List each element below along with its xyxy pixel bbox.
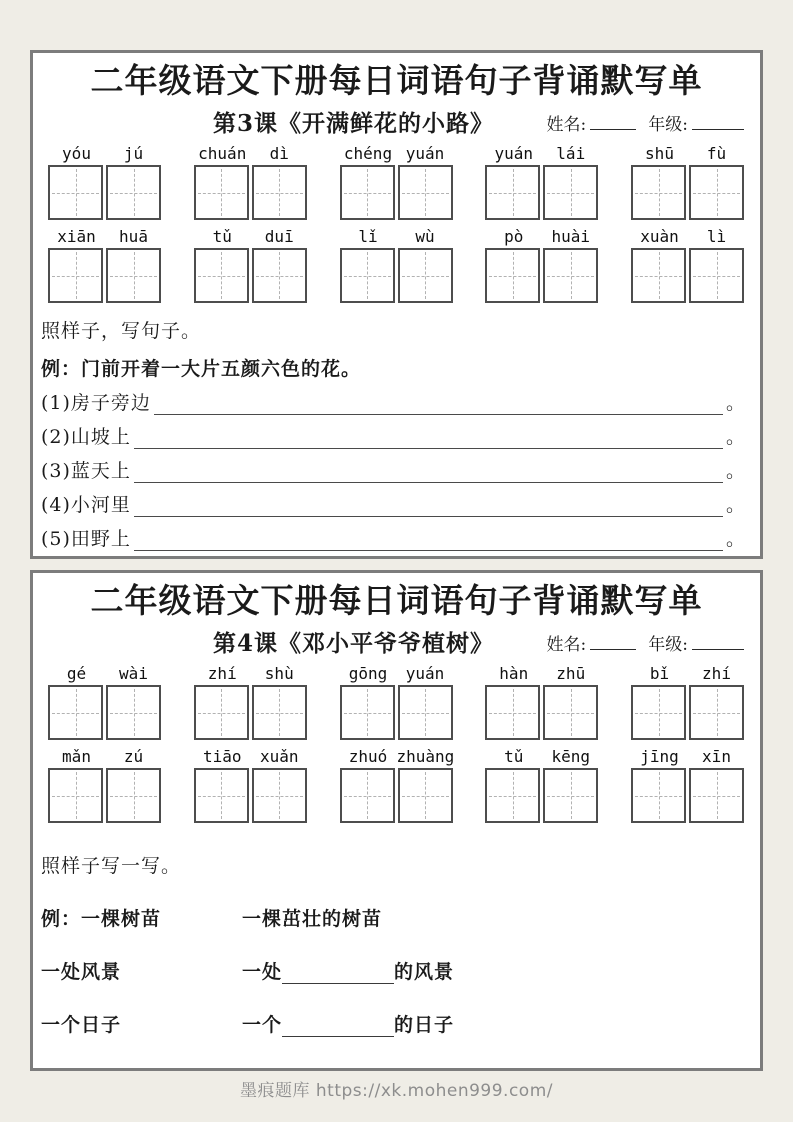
fill-line-blank	[134, 493, 723, 517]
name-label: 姓名:	[546, 635, 587, 655]
pinyin-pair	[340, 664, 454, 683]
pinyin-syllable: xuǎn	[259, 747, 299, 766]
pinyin-pair	[485, 664, 599, 683]
character-boxes	[631, 685, 745, 740]
tianzige-box	[485, 685, 540, 740]
lesson-subtitle: 第3课《开满鲜花的小路》	[212, 110, 494, 137]
pinyin-syllable: tiāo	[202, 747, 242, 766]
tianzige-box	[106, 685, 161, 740]
pinyin-syllable: xuàn	[640, 227, 679, 246]
exercise-instruction: 照样子写一写。	[41, 855, 182, 877]
character-boxes	[485, 685, 599, 740]
fill-line	[41, 392, 746, 415]
pinyin-syllable: lǐ	[358, 227, 378, 246]
fill-lines	[41, 392, 746, 551]
character-boxes	[48, 768, 162, 823]
pinyin-pair	[485, 747, 599, 766]
tianzige-box	[252, 768, 307, 823]
character-boxes	[485, 248, 599, 303]
tianzige-box	[689, 248, 744, 303]
worksheet-card	[30, 50, 763, 559]
pair-row	[41, 1010, 746, 1037]
word-row	[33, 227, 760, 303]
exercise	[33, 316, 760, 551]
tianzige-box	[398, 685, 453, 740]
fill-line-period: 。	[725, 528, 746, 550]
word-group	[48, 227, 162, 303]
fill-line	[41, 426, 746, 449]
pinyin-syllable: wài	[119, 664, 148, 683]
pinyin-syllable: jīng	[640, 747, 679, 766]
grade-blank	[692, 115, 744, 130]
pair-row	[41, 957, 746, 984]
pinyin-syllable: yuán	[494, 144, 534, 163]
name-grade-fields	[547, 110, 744, 135]
word-group	[194, 747, 308, 823]
character-boxes	[194, 248, 308, 303]
tianzige-box	[340, 165, 395, 220]
pinyin-syllable: lái	[556, 144, 586, 163]
word-group	[194, 144, 308, 220]
pinyin-syllable: zhí	[207, 664, 237, 683]
page-title: 二年级语文下册每日词语句子背诵默写单	[90, 61, 703, 100]
pinyin-syllable: gōng	[348, 664, 388, 683]
pair-exercise	[41, 851, 746, 1037]
character-boxes	[48, 685, 162, 740]
character-boxes	[485, 768, 599, 823]
pinyin-pair	[194, 664, 308, 683]
character-boxes	[48, 165, 162, 220]
tianzige-box	[631, 768, 686, 823]
fill-line-label: (4)小河里	[41, 494, 131, 516]
grade-label: 年级:	[648, 635, 688, 655]
tianzige-box	[48, 685, 103, 740]
exercise	[33, 851, 760, 1037]
tianzige-box	[398, 248, 453, 303]
pair-rows	[41, 957, 746, 1037]
word-row	[33, 144, 760, 220]
word-row	[33, 747, 760, 823]
pair-suffix: 的日子	[394, 1014, 455, 1036]
fill-line-blank	[134, 425, 723, 449]
pinyin-syllable: dì	[269, 144, 289, 163]
pinyin-pair	[48, 664, 162, 683]
pinyin-syllable: wù	[415, 227, 435, 246]
pinyin-syllable: tǔ	[212, 227, 232, 246]
pair-blank	[282, 962, 394, 984]
word-rows	[33, 664, 760, 823]
character-boxes	[631, 768, 745, 823]
pinyin-syllable: duī	[264, 227, 294, 246]
exercise-instruction: 照样子，写句子。	[41, 320, 202, 342]
tianzige-box	[485, 248, 540, 303]
fill-line	[41, 460, 746, 483]
character-boxes	[194, 685, 308, 740]
lesson-subtitle: 第4课《邓小平爷爷植树》	[212, 630, 494, 657]
pinyin-syllable: yuán	[405, 664, 445, 683]
name-blank	[590, 115, 636, 130]
pinyin-syllable: yóu	[62, 144, 91, 163]
pair-prefix: 一处	[242, 961, 283, 983]
worksheet-card	[30, 570, 763, 1071]
tianzige-box	[252, 685, 307, 740]
tianzige-box	[543, 248, 598, 303]
pinyin-syllable: shù	[264, 664, 294, 683]
character-boxes	[194, 768, 308, 823]
word-group	[340, 664, 454, 740]
pinyin-pair	[485, 144, 599, 163]
pinyin-syllable: shū	[645, 144, 674, 163]
pinyin-pair	[340, 227, 454, 246]
tianzige-box	[689, 768, 744, 823]
tianzige-box	[340, 768, 395, 823]
word-row	[33, 664, 760, 740]
word-group	[631, 227, 745, 303]
pair-blank	[282, 1015, 394, 1037]
tianzige-box	[543, 768, 598, 823]
pinyin-syllable: yuán	[405, 144, 445, 163]
pinyin-pair	[631, 144, 745, 163]
tianzige-box	[485, 768, 540, 823]
pinyin-syllable: xiān	[57, 227, 96, 246]
fill-line	[41, 528, 746, 551]
fill-line-blank	[134, 459, 723, 483]
pinyin-syllable: gé	[66, 664, 87, 683]
pinyin-pair	[48, 227, 162, 246]
word-rows	[33, 144, 760, 303]
exercise-example: 例：门前开着一大片五颜六色的花。	[41, 358, 362, 380]
pinyin-syllable: tǔ	[504, 747, 524, 766]
pinyin-syllable: jú	[123, 144, 144, 163]
pinyin-syllable: mǎn	[62, 747, 91, 766]
cards-container	[0, 50, 793, 1071]
character-boxes	[485, 165, 599, 220]
tianzige-box	[194, 768, 249, 823]
tianzige-box	[689, 165, 744, 220]
pinyin-syllable: chuán	[198, 144, 247, 163]
pair-left: 一个日子	[41, 1014, 122, 1036]
fill-line-period: 。	[725, 494, 746, 516]
fill-line-period: 。	[725, 392, 746, 414]
pinyin-pair	[194, 227, 308, 246]
tianzige-box	[194, 248, 249, 303]
example-right: 一棵茁壮的树苗	[242, 908, 383, 930]
pair-suffix: 的风景	[394, 961, 455, 983]
tianzige-box	[631, 248, 686, 303]
word-group	[194, 664, 308, 740]
pinyin-syllable: chéng	[343, 144, 393, 163]
pinyin-syllable: zhuàng	[396, 747, 455, 766]
fill-line-label: (5)田野上	[41, 528, 131, 550]
pair-left: 一处风景	[41, 961, 122, 983]
fill-line-blank	[154, 391, 723, 415]
grade-blank	[692, 635, 744, 650]
tianzige-box	[398, 165, 453, 220]
word-group	[48, 747, 162, 823]
pinyin-syllable: huā	[119, 227, 148, 246]
character-boxes	[194, 165, 308, 220]
fill-line-period: 。	[725, 426, 746, 448]
pinyin-pair	[485, 227, 599, 246]
tianzige-box	[252, 248, 307, 303]
fill-line-label: (3)蓝天上	[41, 460, 131, 482]
subtitle-row	[33, 625, 760, 657]
pinyin-syllable: huài	[551, 227, 591, 246]
tianzige-box	[398, 768, 453, 823]
pinyin-pair	[194, 144, 308, 163]
character-boxes	[631, 248, 745, 303]
grade-label: 年级:	[648, 115, 688, 135]
fill-line-period: 。	[725, 460, 746, 482]
tianzige-box	[631, 685, 686, 740]
name-blank	[590, 635, 636, 650]
pinyin-syllable: kēng	[551, 747, 591, 766]
tianzige-box	[543, 165, 598, 220]
word-group	[485, 664, 599, 740]
pinyin-pair	[194, 747, 308, 766]
tianzige-box	[485, 165, 540, 220]
fill-line-label: (1)房子旁边	[41, 392, 151, 414]
tianzige-box	[689, 685, 744, 740]
pinyin-syllable: zú	[123, 747, 144, 766]
word-group	[340, 227, 454, 303]
word-group	[340, 747, 454, 823]
tianzige-box	[106, 768, 161, 823]
tianzige-box	[543, 685, 598, 740]
word-group	[631, 664, 745, 740]
name-label: 姓名:	[546, 115, 587, 135]
character-boxes	[631, 165, 745, 220]
word-group	[631, 144, 745, 220]
character-boxes	[340, 248, 454, 303]
word-group	[48, 144, 162, 220]
pinyin-pair	[48, 144, 162, 163]
word-group	[340, 144, 454, 220]
pinyin-syllable: zhū	[556, 664, 586, 683]
example-left: 例：一棵树苗	[41, 908, 162, 930]
tianzige-box	[194, 165, 249, 220]
pinyin-pair	[340, 144, 454, 163]
pinyin-pair	[631, 747, 745, 766]
pinyin-syllable: zhí	[702, 664, 731, 683]
character-boxes	[48, 248, 162, 303]
word-group	[631, 747, 745, 823]
tianzige-box	[48, 768, 103, 823]
pinyin-pair	[631, 664, 745, 683]
character-boxes	[340, 165, 454, 220]
page-title: 二年级语文下册每日词语句子背诵默写单	[90, 581, 703, 620]
character-boxes	[340, 685, 454, 740]
fill-line-blank	[134, 527, 723, 551]
pinyin-syllable: fù	[706, 144, 727, 163]
pinyin-pair	[48, 747, 162, 766]
word-group	[485, 747, 599, 823]
tianzige-box	[340, 248, 395, 303]
pinyin-syllable: hàn	[499, 664, 529, 683]
word-group	[48, 664, 162, 740]
tianzige-box	[340, 685, 395, 740]
character-boxes	[340, 768, 454, 823]
name-grade-fields	[547, 630, 744, 655]
tianzige-box	[106, 165, 161, 220]
tianzige-box	[48, 165, 103, 220]
fill-line	[41, 494, 746, 517]
tianzige-box	[194, 685, 249, 740]
pinyin-syllable: bǐ	[649, 664, 670, 683]
word-group	[194, 227, 308, 303]
tianzige-box	[48, 248, 103, 303]
pinyin-syllable: zhuó	[348, 747, 388, 766]
word-group	[485, 144, 599, 220]
subtitle-row	[33, 105, 760, 137]
tianzige-box	[631, 165, 686, 220]
pinyin-syllable: xīn	[702, 747, 731, 766]
word-group	[485, 227, 599, 303]
pinyin-pair	[340, 747, 454, 766]
tianzige-box	[252, 165, 307, 220]
pinyin-pair	[631, 227, 745, 246]
footer-credit: 墨痕题库 https://xk.mohen999.com/	[239, 1081, 553, 1101]
tianzige-box	[106, 248, 161, 303]
pinyin-syllable: pò	[504, 227, 524, 246]
pair-prefix: 一个	[242, 1014, 283, 1036]
fill-line-label: (2)山坡上	[41, 426, 131, 448]
exercise-example-row	[41, 904, 746, 931]
sentence-exercise	[41, 316, 746, 551]
pinyin-syllable: lì	[706, 227, 727, 246]
